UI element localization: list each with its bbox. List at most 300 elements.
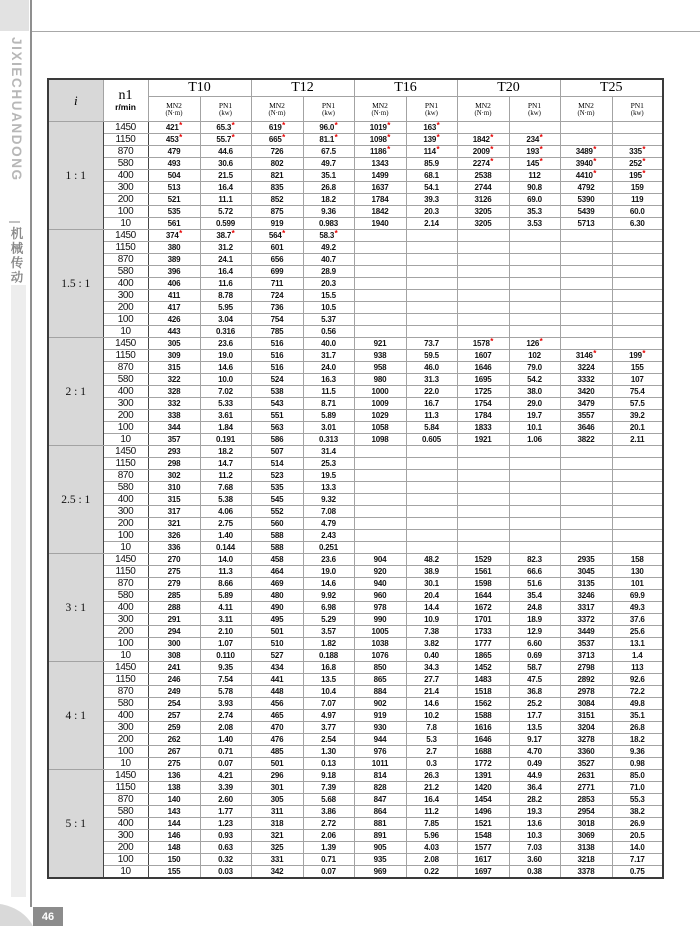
value-cell [354, 494, 406, 506]
value-cell: 736 [251, 302, 303, 314]
value-cell: 1637 [354, 182, 406, 194]
value-cell: 14.6 [200, 362, 251, 374]
value-cell: 5713 [560, 218, 612, 230]
value-cell: 5.72 [200, 206, 251, 218]
value-cell: 835 [251, 182, 303, 194]
value-cell: 11.6 [200, 278, 251, 290]
value-cell: 1499 [354, 170, 406, 182]
value-cell: 4.70 [509, 746, 560, 758]
value-cell: 1833 [457, 422, 509, 434]
value-cell: 919 [251, 218, 303, 230]
speed-label-n1: n1 [118, 88, 133, 103]
value-cell: 1454 [457, 794, 509, 806]
value-cell: 46.0 [406, 362, 457, 374]
value-cell [354, 302, 406, 314]
value-cell [457, 302, 509, 314]
value-cell: 1644 [457, 590, 509, 602]
value-cell: 25.3 [303, 458, 354, 470]
value-cell [509, 506, 560, 518]
value-cell: 317 [148, 506, 200, 518]
torque-subheader: MN2 (N·m) [560, 97, 612, 122]
value-cell: 298 [148, 458, 200, 470]
asterisk-mark: * [593, 169, 597, 178]
speed-cell: 400 [103, 602, 148, 614]
value-cell: 12.9 [509, 626, 560, 638]
value-cell: 944 [354, 734, 406, 746]
value-cell: 60.0 [612, 206, 663, 218]
value-cell: 507 [251, 446, 303, 458]
value-cell: 267 [148, 746, 200, 758]
value-cell [354, 518, 406, 530]
value-cell: 905 [354, 842, 406, 854]
value-cell: 3.82 [406, 638, 457, 650]
value-cell [560, 326, 612, 338]
asterisk-mark: * [490, 145, 494, 154]
value-cell: 51.6 [509, 578, 560, 590]
asterisk-mark: * [231, 229, 235, 238]
value-cell: 9.36 [303, 206, 354, 218]
value-cell: 5.84 [406, 422, 457, 434]
value-cell: 338 [148, 410, 200, 422]
value-cell: 0.98 [612, 758, 663, 770]
speed-cell: 300 [103, 614, 148, 626]
page-number-tab: 46 [33, 907, 63, 926]
value-cell: 318 [251, 818, 303, 830]
asterisk-mark: * [642, 349, 646, 358]
value-cell: 136 [148, 770, 200, 782]
value-cell [457, 470, 509, 482]
value-cell [354, 242, 406, 254]
value-cell: 434 [251, 662, 303, 674]
value-cell: 36.4 [509, 782, 560, 794]
value-cell: 476 [251, 734, 303, 746]
value-cell: 563 [251, 422, 303, 434]
value-cell: 26.9 [612, 818, 663, 830]
value-cell: 300 [148, 638, 200, 650]
value-cell [509, 518, 560, 530]
value-cell: 7.08 [303, 506, 354, 518]
value-cell: 493 [148, 158, 200, 170]
value-cell: 711 [251, 278, 303, 290]
asterisk-mark: * [490, 337, 494, 346]
value-cell: 3018 [560, 818, 612, 830]
value-cell [354, 470, 406, 482]
value-cell: 79.0 [509, 362, 560, 374]
value-cell [509, 446, 560, 458]
value-cell [560, 302, 612, 314]
value-cell: 163* [406, 122, 457, 134]
value-cell: 10.0 [200, 374, 251, 386]
value-cell [406, 302, 457, 314]
value-cell: 884 [354, 686, 406, 698]
value-cell: 0.69 [509, 650, 560, 662]
value-cell: 81.1* [303, 134, 354, 146]
value-cell: 1496 [457, 806, 509, 818]
speed-cell: 580 [103, 590, 148, 602]
value-cell: 904 [354, 554, 406, 566]
torque-group-header: T16 [354, 79, 457, 97]
value-cell: 7.02 [200, 386, 251, 398]
asterisk-mark: * [436, 121, 440, 130]
value-cell [612, 122, 663, 134]
value-cell: 561 [148, 218, 200, 230]
value-cell: 14.0 [200, 554, 251, 566]
value-cell: 5.95 [200, 302, 251, 314]
value-cell: 588 [251, 530, 303, 542]
value-cell: 3420 [560, 386, 612, 398]
value-cell: 308 [148, 650, 200, 662]
value-cell: 252* [612, 158, 663, 170]
torque-group-header: T12 [251, 79, 354, 97]
value-cell: 5390 [560, 194, 612, 206]
value-cell [406, 290, 457, 302]
value-cell [457, 230, 509, 242]
value-cell: 1.4 [612, 650, 663, 662]
value-cell [457, 530, 509, 542]
value-cell: 119 [612, 194, 663, 206]
value-cell: 1697 [457, 866, 509, 879]
value-cell: 14.6 [303, 578, 354, 590]
value-cell: 113 [612, 662, 663, 674]
speed-cell: 870 [103, 686, 148, 698]
speed-cell: 400 [103, 386, 148, 398]
value-cell: 785 [251, 326, 303, 338]
value-cell: 30.6 [200, 158, 251, 170]
speed-cell: 100 [103, 638, 148, 650]
value-cell: 458 [251, 554, 303, 566]
value-cell: 1343 [354, 158, 406, 170]
value-cell: 935 [354, 854, 406, 866]
asterisk-mark: * [539, 133, 543, 142]
value-cell: 26.3 [406, 770, 457, 782]
value-cell: 21.5 [200, 170, 251, 182]
value-cell: 1.40 [200, 530, 251, 542]
value-cell: 1646 [457, 362, 509, 374]
speed-cell: 400 [103, 170, 148, 182]
value-cell: 1701 [457, 614, 509, 626]
value-cell [354, 326, 406, 338]
value-cell [354, 290, 406, 302]
value-cell: 1011 [354, 758, 406, 770]
value-cell: 11.2 [406, 806, 457, 818]
value-cell [354, 266, 406, 278]
speed-cell: 10 [103, 218, 148, 230]
value-cell [406, 470, 457, 482]
value-cell: 1588 [457, 710, 509, 722]
value-cell: 10.4 [303, 686, 354, 698]
speed-cell: 300 [103, 830, 148, 842]
value-cell: 3.77 [303, 722, 354, 734]
value-cell [354, 446, 406, 458]
value-cell: 406 [148, 278, 200, 290]
value-cell: 16.7 [406, 398, 457, 410]
value-cell: 2009* [457, 146, 509, 158]
value-cell: 3.39 [200, 782, 251, 794]
value-cell: 1646 [457, 734, 509, 746]
value-cell: 54.2 [509, 374, 560, 386]
value-cell: 3224 [560, 362, 612, 374]
value-cell: 259 [148, 722, 200, 734]
value-cell: 523 [251, 470, 303, 482]
value-cell: 48.2 [406, 554, 457, 566]
value-cell: 24.8 [509, 602, 560, 614]
value-cell: 4.79 [303, 518, 354, 530]
value-cell [612, 518, 663, 530]
value-cell: 246 [148, 674, 200, 686]
value-cell: 150 [148, 854, 200, 866]
value-cell [612, 458, 663, 470]
value-cell: 3205 [457, 206, 509, 218]
value-cell [354, 506, 406, 518]
value-cell [509, 326, 560, 338]
value-cell: 65.3* [200, 122, 251, 134]
value-cell: 1725 [457, 386, 509, 398]
value-cell: 514 [251, 458, 303, 470]
value-cell: 3372 [560, 614, 612, 626]
value-cell: 16.4 [406, 794, 457, 806]
value-cell: 18.2 [612, 734, 663, 746]
value-cell: 847 [354, 794, 406, 806]
value-cell: 552 [251, 506, 303, 518]
value-cell: 930 [354, 722, 406, 734]
sidebar-dash-divider [9, 221, 20, 223]
speed-cell: 100 [103, 854, 148, 866]
value-cell: 30.1 [406, 578, 457, 590]
value-cell: 2954 [560, 806, 612, 818]
value-cell: 90.8 [509, 182, 560, 194]
value-cell [509, 494, 560, 506]
top-rule-line [30, 31, 700, 32]
speed-cell: 870 [103, 470, 148, 482]
value-cell: 4410* [560, 170, 612, 182]
value-cell [354, 542, 406, 554]
value-cell: 665* [251, 134, 303, 146]
speed-cell: 100 [103, 206, 148, 218]
speed-cell: 1150 [103, 674, 148, 686]
value-cell: 9.36 [612, 746, 663, 758]
asterisk-mark: * [642, 169, 646, 178]
value-cell: 49.3 [612, 602, 663, 614]
value-cell: 2274* [457, 158, 509, 170]
value-cell [457, 506, 509, 518]
value-cell: 802 [251, 158, 303, 170]
value-cell: 16.4 [200, 182, 251, 194]
speed-cell: 870 [103, 794, 148, 806]
value-cell: 35.1 [612, 710, 663, 722]
value-cell [509, 530, 560, 542]
value-cell: 28.9 [303, 266, 354, 278]
value-cell [560, 134, 612, 146]
speed-cell: 10 [103, 542, 148, 554]
value-cell: 47.5 [509, 674, 560, 686]
value-cell: 24.0 [303, 362, 354, 374]
value-cell: 16.8 [303, 662, 354, 674]
value-cell: 20.4 [406, 590, 457, 602]
speed-cell: 300 [103, 506, 148, 518]
value-cell: 28.2 [509, 794, 560, 806]
value-cell: 44.9 [509, 770, 560, 782]
value-cell: 336 [148, 542, 200, 554]
value-cell: 1733 [457, 626, 509, 638]
asterisk-mark: * [642, 145, 646, 154]
value-cell: 146 [148, 830, 200, 842]
value-cell: 453* [148, 134, 200, 146]
speed-cell: 1150 [103, 134, 148, 146]
value-cell: 102 [509, 350, 560, 362]
value-cell: 0.71 [200, 746, 251, 758]
value-cell [457, 314, 509, 326]
value-cell: 19.0 [303, 566, 354, 578]
value-cell: 1029 [354, 410, 406, 422]
speed-cell: 100 [103, 530, 148, 542]
value-cell [509, 254, 560, 266]
value-cell: 1076 [354, 650, 406, 662]
value-cell: 6.60 [509, 638, 560, 650]
value-cell: 5.29 [303, 614, 354, 626]
value-cell [612, 278, 663, 290]
value-cell: 586 [251, 434, 303, 446]
value-cell: 960 [354, 590, 406, 602]
value-cell: 143 [148, 806, 200, 818]
value-cell: 18.2 [200, 446, 251, 458]
asterisk-mark: * [642, 157, 646, 166]
value-cell: 1521 [457, 818, 509, 830]
value-cell: 545 [251, 494, 303, 506]
value-cell: 2.06 [303, 830, 354, 842]
value-cell [612, 446, 663, 458]
value-cell [612, 230, 663, 242]
value-cell [560, 482, 612, 494]
value-cell: 16.3 [303, 374, 354, 386]
value-cell: 3.60 [509, 854, 560, 866]
value-cell: 0.38 [509, 866, 560, 879]
value-cell: 279 [148, 578, 200, 590]
value-cell: 724 [251, 290, 303, 302]
value-cell: 3.04 [200, 314, 251, 326]
value-cell: 560 [251, 518, 303, 530]
speed-cell: 1450 [103, 554, 148, 566]
value-cell: 126* [509, 338, 560, 350]
value-cell [457, 326, 509, 338]
value-cell: 456 [251, 698, 303, 710]
value-cell: 921 [354, 338, 406, 350]
value-cell: 13.3 [303, 482, 354, 494]
asterisk-mark: * [539, 145, 543, 154]
power-subheader: PN1 (kw) [509, 97, 560, 122]
value-cell: 249 [148, 686, 200, 698]
speed-cell: 580 [103, 698, 148, 710]
value-cell: 1000 [354, 386, 406, 398]
value-cell: 14.4 [406, 602, 457, 614]
value-cell: 5439 [560, 206, 612, 218]
value-cell: 2771 [560, 782, 612, 794]
power-subheader: PN1 (kw) [406, 97, 457, 122]
value-cell: 828 [354, 782, 406, 794]
value-cell: 331 [251, 854, 303, 866]
value-cell [560, 266, 612, 278]
value-cell: 3204 [560, 722, 612, 734]
asterisk-mark: * [282, 121, 286, 130]
value-cell: 75.4 [612, 386, 663, 398]
value-cell: 969 [354, 866, 406, 879]
value-cell: 1098 [354, 434, 406, 446]
value-cell: 16.4 [200, 266, 251, 278]
value-cell: 2.75 [200, 518, 251, 530]
value-cell: 3646 [560, 422, 612, 434]
value-cell [612, 314, 663, 326]
speed-cell: 200 [103, 518, 148, 530]
speed-cell: 300 [103, 290, 148, 302]
value-cell: 4.06 [200, 506, 251, 518]
torque-group-header: T20 [457, 79, 560, 97]
value-cell: 2.7 [406, 746, 457, 758]
value-cell [406, 314, 457, 326]
ratio-cell: 2.5 : 1 [48, 446, 103, 554]
value-cell [457, 458, 509, 470]
value-cell: 25.2 [509, 698, 560, 710]
value-cell: 275 [148, 566, 200, 578]
value-cell: 6.98 [303, 602, 354, 614]
value-cell: 1.06 [509, 434, 560, 446]
value-cell [612, 470, 663, 482]
value-cell: 938 [354, 350, 406, 362]
value-cell: 40.0 [303, 338, 354, 350]
asterisk-mark: * [231, 133, 235, 142]
value-cell: 601 [251, 242, 303, 254]
value-cell: 38.2 [612, 806, 663, 818]
value-cell: 2892 [560, 674, 612, 686]
speed-cell: 1150 [103, 458, 148, 470]
value-cell: 1038 [354, 638, 406, 650]
speed-cell: 580 [103, 266, 148, 278]
torque-subheader: MN2 (N·m) [457, 97, 509, 122]
value-cell: 875 [251, 206, 303, 218]
asterisk-mark: * [490, 157, 494, 166]
value-cell: 0.110 [200, 650, 251, 662]
value-cell: 14.6 [406, 698, 457, 710]
value-cell: 2.08 [200, 722, 251, 734]
value-cell: 293 [148, 446, 200, 458]
value-cell: 0.56 [303, 326, 354, 338]
value-cell [560, 446, 612, 458]
torque-subheader: MN2 (N·m) [354, 97, 406, 122]
value-cell: 588 [251, 542, 303, 554]
value-cell: 0.599 [200, 218, 251, 230]
value-cell: 2935 [560, 554, 612, 566]
value-cell [560, 290, 612, 302]
value-cell: 1607 [457, 350, 509, 362]
value-cell: 326 [148, 530, 200, 542]
value-cell: 3537 [560, 638, 612, 650]
value-cell [406, 506, 457, 518]
value-cell: 0.316 [200, 326, 251, 338]
value-cell: 58.3* [303, 230, 354, 242]
value-cell [612, 134, 663, 146]
value-cell: 5.37 [303, 314, 354, 326]
asterisk-mark: * [436, 133, 440, 142]
value-cell: 11.3 [200, 566, 251, 578]
value-cell: 1.40 [200, 734, 251, 746]
value-cell: 2.14 [406, 218, 457, 230]
value-cell: 37.6 [612, 614, 663, 626]
speed-cell: 1450 [103, 662, 148, 674]
value-cell: 96.0* [303, 122, 354, 134]
value-cell: 21.4 [406, 686, 457, 698]
speed-cell: 200 [103, 410, 148, 422]
speed-cell: 10 [103, 650, 148, 662]
speed-cell: 1450 [103, 446, 148, 458]
torque-rating-table [47, 78, 664, 879]
